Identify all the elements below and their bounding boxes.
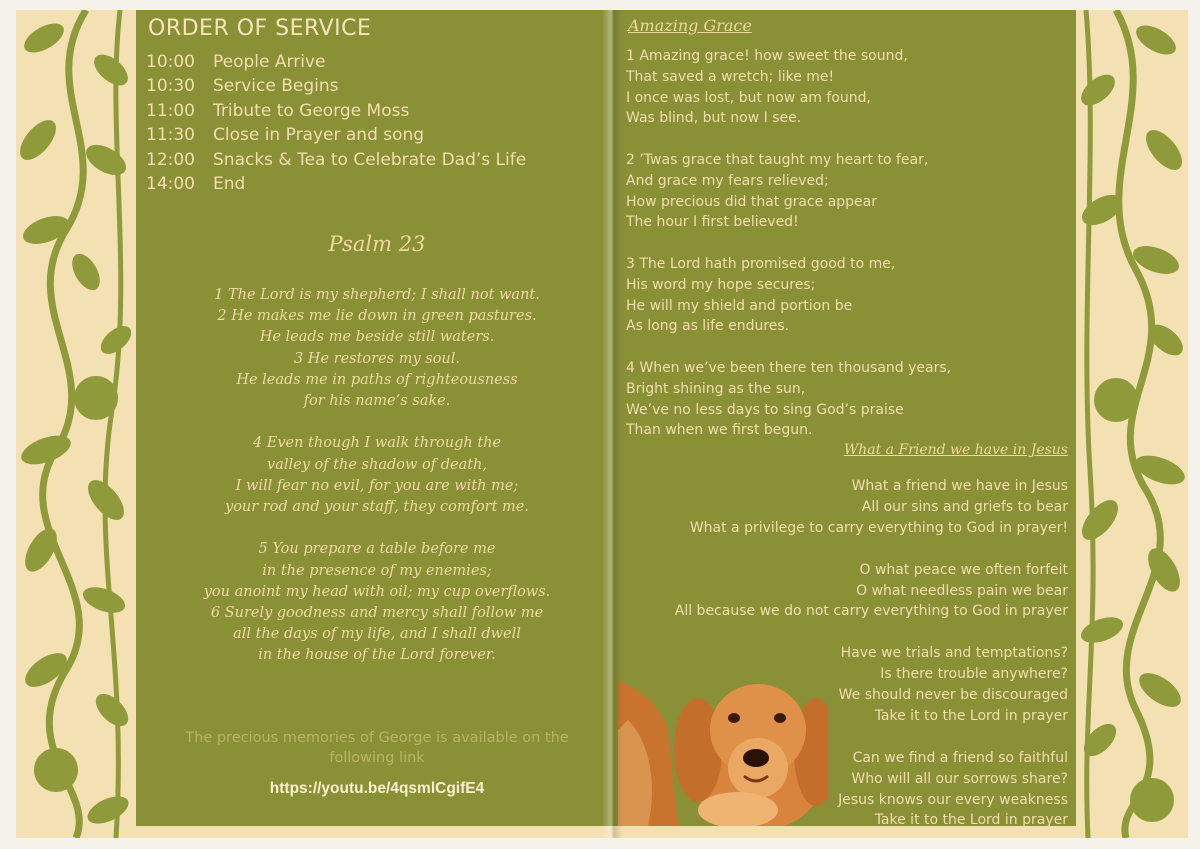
psalm-line: your rod and your staff, they comfort me. (225, 499, 529, 516)
schedule-time: 11:00 (146, 100, 195, 121)
hymn-line: Was blind, but now I see. (626, 110, 802, 127)
hymn-line: And grace my fears relieved; (626, 172, 829, 189)
page-fold (602, 10, 622, 838)
psalm-line: He leads me beside still waters. (259, 329, 495, 346)
psalm-line: in the house of the Lord forever. (258, 647, 496, 664)
psalm-text (136, 285, 618, 667)
psalm-line: for his name’s sake. (303, 393, 451, 410)
schedule-time: 12:00 (146, 149, 195, 170)
hymn-line: O what needless pain we bear (856, 582, 1068, 599)
hymn-line: Have we trials and temptations? (840, 645, 1068, 662)
hymn-line: That saved a wretch; like me! (626, 68, 835, 85)
psalm-title: Psalm 23 (328, 232, 426, 256)
schedule-event: Tribute to George Moss (213, 100, 410, 121)
hymn-line: We should never be discouraged (838, 687, 1068, 704)
psalm-line: 6 Surely goodness and mercy shall follow me (210, 605, 544, 622)
floral-border-right (1076, 10, 1188, 838)
hymn-line: Jesus knows our every weakness (838, 791, 1068, 808)
psalm-line: 3 He restores my soul. (293, 350, 461, 367)
right-page (618, 10, 1076, 829)
hymn-line: Than when we first begun. (626, 422, 813, 439)
hymn-line: 3 The Lord hath promised good to me, (626, 255, 896, 272)
hymn-line: I once was lost, but now am found, (626, 89, 871, 106)
schedule-event: People Arrive (213, 52, 326, 72)
hymn-line: What a privilege to carry everything to God in prayer! (689, 519, 1068, 536)
schedule-row (146, 99, 526, 123)
hymn-line: All our sins and griefs to bear (861, 498, 1068, 515)
psalm-line: 5 You prepare a table before me (258, 541, 496, 558)
hymn-line: As long as life endures. (626, 318, 790, 335)
hymn-line: We’ve no less days to sing God’s praise (626, 401, 904, 418)
psalm-line: valley of the shadow of death, (267, 456, 487, 473)
schedule-event: End (213, 173, 246, 194)
hymn-line: Take it to the Lord in prayer (874, 707, 1068, 724)
psalm-line: in the presence of my enemies; (262, 562, 492, 579)
schedule-row (146, 148, 526, 172)
schedule-event: Service Begins (213, 76, 339, 97)
schedule-row (146, 123, 526, 147)
schedule-row (146, 74, 526, 98)
hymn-line: All because we do not carry everything to God in prayer (674, 603, 1068, 620)
order-of-service-title: ORDER OF SERVICE (148, 16, 372, 41)
schedule-event: Snacks & Tea to Celebrate Dad’s Life (213, 149, 527, 170)
hymn-line: Take it to the Lord in prayer (874, 812, 1068, 829)
stanza-gap (626, 337, 951, 358)
psalm-line: all the days of my life, and I shall dwell (233, 626, 521, 643)
hymn-line: The hour I first believed! (626, 214, 799, 231)
hymn-line: How precious did that grace appear (626, 193, 877, 210)
memories-text-line: following link (329, 750, 425, 766)
schedule-time: 10:30 (146, 76, 195, 97)
psalm-line: 1 The Lord is my shepherd; I shall not want. (214, 287, 540, 303)
stanza-gap (136, 412, 618, 433)
dog-photo (618, 660, 828, 826)
psalm-line: I will fear no evil, for you are with me; (235, 477, 519, 494)
youtube-link[interactable]: https://youtu.be/4qsmlCgifE4 (269, 780, 485, 797)
schedule-time: 14:00 (146, 173, 195, 194)
memories-text-line: The precious memories of George is available on the (185, 730, 569, 746)
hymn-line: 1 Amazing grace! how sweet the sound, (626, 48, 908, 64)
hymn-line: Is there trouble anywhere? (880, 666, 1068, 683)
stanza-gap (626, 129, 951, 150)
psalm-line: 4 Even though I walk through the (252, 435, 502, 452)
hymn-line: 4 When we’ve been there ten thousand years, (626, 359, 952, 376)
floral-border-left (16, 10, 136, 838)
hymn-line: Can we find a friend so faithful (852, 749, 1068, 766)
service-booklet (16, 10, 1188, 838)
amazing-grace-lyrics (626, 46, 951, 441)
hymn-line: 2 ’Twas grace that taught my heart to fear, (626, 151, 929, 168)
hymn-line: He will my shield and portion be (626, 297, 853, 314)
stanza-gap (675, 622, 1068, 643)
stanza-gap (136, 518, 618, 539)
amazing-grace-title: Amazing Grace (628, 16, 752, 35)
friend-hymn-title: What a Friend we have in Jesus (843, 442, 1068, 458)
schedule-event: Close in Prayer and song (213, 125, 425, 146)
psalm-line: 2 He makes me lie down in green pastures. (217, 308, 537, 325)
schedule-row (146, 50, 526, 74)
hymn-line: What a friend we have in Jesus (851, 478, 1068, 494)
schedule-row (146, 172, 526, 196)
hymn-line: Who will all our sorrows share? (851, 770, 1068, 787)
left-page (136, 10, 618, 826)
service-schedule (146, 50, 526, 196)
memories-note (136, 728, 618, 768)
hymn-line: His word my hope secures; (626, 276, 816, 293)
stanza-gap (675, 539, 1068, 560)
hymn-line: O what peace we often forfeit (859, 561, 1068, 578)
schedule-time: 11:30 (146, 125, 195, 146)
psalm-line: He leads me in paths of righteousness (236, 371, 518, 388)
stanza-gap (626, 233, 951, 254)
psalm-line: you anoint my head with oil; my cup overflows. (203, 583, 551, 600)
schedule-time: 10:00 (146, 52, 195, 72)
hymn-line: Bright shining as the sun, (626, 380, 806, 397)
